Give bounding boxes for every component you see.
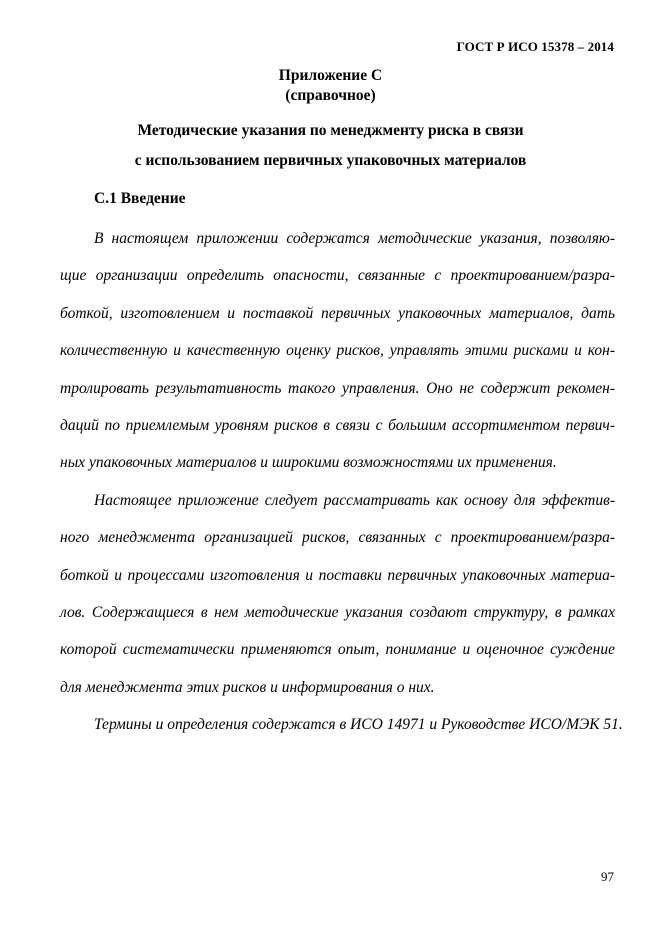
standard-code: ГОСТ Р ИСО 15378 – 2014 bbox=[456, 39, 614, 54]
text-line: щие организации определить опасности, связанные с проектированием/разра- bbox=[60, 267, 615, 285]
text-line: ного менеджмента организацией рисков, связанных с проектированием/разра- bbox=[60, 529, 615, 547]
text-line: количественную и качественную оценку рисков, управлять этими рисками и кон- bbox=[60, 342, 615, 360]
text-line: боткой, изготовлением и поставкой первичных упаковочных материалов, дать bbox=[60, 304, 615, 322]
annex-subject-line: Методические указания по менеджменту риска в связи bbox=[137, 122, 524, 139]
text-line: В настоящем приложении содержатся методические указания, позволяю- bbox=[94, 230, 615, 247]
text-line: Настоящее приложение следует рассматривать как основу для эффектив- bbox=[94, 491, 615, 509]
text-line: которой систематически применяются опыт, понимание и оценочное суждение bbox=[60, 641, 615, 659]
annex-subject-block bbox=[0, 116, 661, 176]
text-line: Термины и определения содержатся в ИСО 14971 и Руководстве ИСО/МЭК 51. bbox=[94, 716, 623, 734]
annex-title-block bbox=[0, 66, 661, 106]
section-heading: С.1 Введение bbox=[94, 190, 186, 207]
text-line: тролировать результативность такого управления. Оно не содержит рекомен- bbox=[60, 379, 615, 397]
text-line: ных упаковочных материалов и широкими возможностями их применения. bbox=[60, 454, 557, 472]
text-line: боткой и процессами изготовления и поставки первичных упаковочных материа- bbox=[60, 566, 615, 584]
body-text bbox=[60, 220, 623, 743]
page-number: 97 bbox=[601, 869, 614, 884]
text-line: лов. Содержащиеся в нем методические указания создают структуру, в рамках bbox=[60, 603, 615, 621]
annex-subject-line: с использованием первичных упаковочных материалов bbox=[134, 152, 527, 169]
annex-type: (справочное) bbox=[285, 87, 376, 104]
annex-title: Приложение С bbox=[278, 67, 383, 84]
text-line: даций по приемлемым уровням рисков в связи с большим ассортиментом первич- bbox=[60, 416, 615, 434]
text-line: для менеджмента этих рисков и информирования о них. bbox=[60, 678, 435, 696]
